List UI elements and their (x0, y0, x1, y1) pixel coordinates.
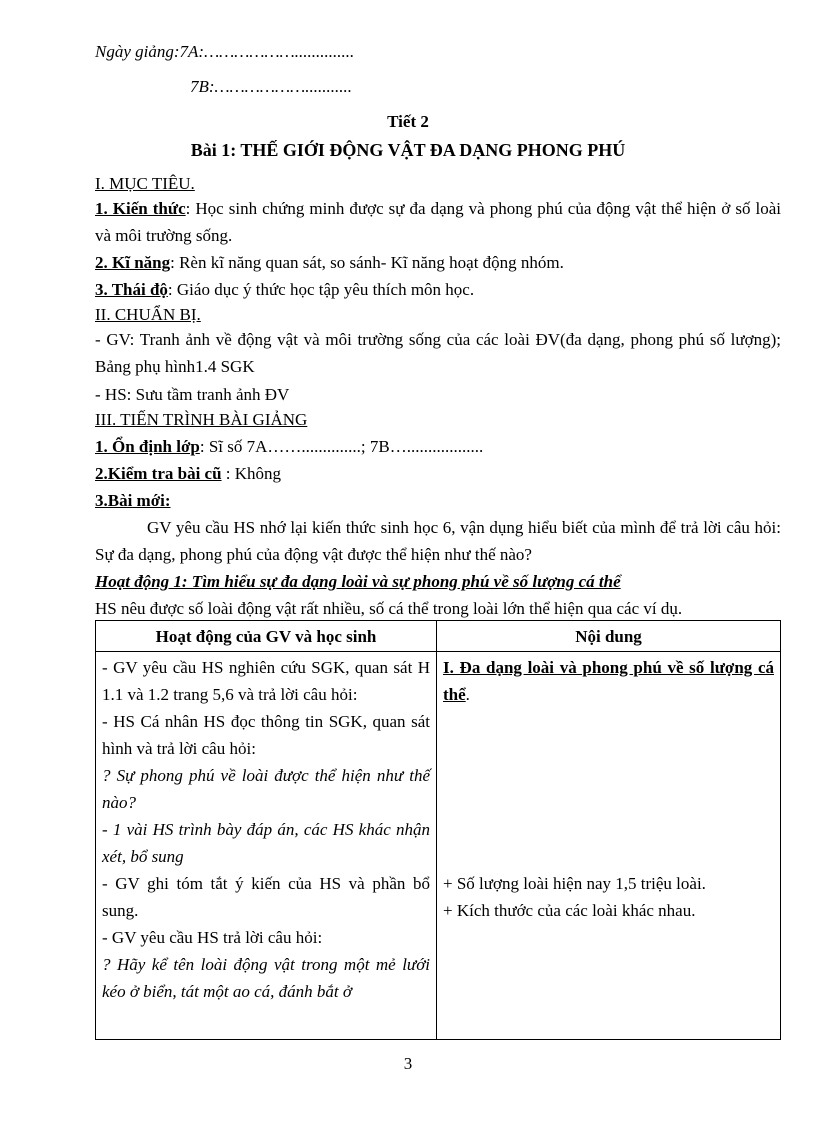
table-header-row (96, 621, 781, 652)
objectives-heading: I. MỤC TIÊU. (95, 174, 195, 193)
knowledge-paragraph (95, 195, 781, 249)
activity-question: ? Sự phong phú về loài được thể hiện như thế nào? (102, 766, 430, 812)
skill-label: 2. Kĩ năng (95, 253, 171, 272)
check-text: : Không (221, 464, 282, 483)
new-lesson-label: 3.Bài mới: (95, 491, 171, 510)
content-item: + Kích thước của các loài khác nhau. (443, 901, 696, 920)
content-heading-dot: . (465, 685, 470, 704)
activity-1-title: Hoạt động 1: Tìm hiểu sự đa dạng loài và sự phong phú về số lượng cá thể (95, 572, 621, 591)
activity-step: - GV ghi tóm tắt ý kiến của HS và phần bổ sung. (102, 874, 430, 920)
activity-step: - GV yêu cầu HS trả lời câu hỏi: (102, 928, 323, 947)
page-number: 3 (403, 1054, 413, 1073)
content-heading-text: I. Đa dạng loài và phong phú về số lượng cá thể (443, 658, 774, 704)
skill-text: : Rèn kĩ năng quan sát, so sánh- Kĩ năng hoạt động nhóm. (170, 253, 564, 272)
col-header-activities: Hoạt động của GV và học sinh (96, 621, 437, 652)
class-stabilization (95, 436, 483, 458)
knowledge-text: : Học sinh chứng minh được sự đa dạng và phong phú của động vật thể hiện ở số loài và môi trường sống. (95, 199, 781, 245)
preparation-heading: II. CHUẨN BỊ. (95, 305, 201, 324)
content-item: + Số lượng loài hiện nay 1,5 triệu loài. (443, 874, 706, 893)
attitude-label: 3. Thái độ (95, 280, 168, 299)
activity-step: - 1 vài HS trình bày đáp án, các HS khác nhận xét, bổ sung (102, 820, 430, 866)
lesson-title: Bài 1: THẾ GIỚI ĐỘNG VẬT ĐA DẠNG PHONG PHÚ (190, 140, 626, 160)
preparation-gv: - GV: Tranh ảnh về động vật và môi trường sống của các loài ĐV(đa dạng, phong phú số lượng); Bảng phụ hình1.4 SGK (95, 330, 781, 376)
skill-paragraph (95, 252, 564, 274)
activity-table (95, 620, 781, 1040)
activity-step: - GV yêu cầu HS nghiên cứu SGK, quan sát H 1.1 và 1.2 trang 5,6 và trả lời câu hỏi: (102, 658, 430, 704)
knowledge-label: 1. Kiến thức (95, 199, 186, 218)
activities-cell (96, 652, 437, 1040)
procedure-heading: III. TIẾN TRÌNH BÀI GIẢNG (95, 410, 308, 429)
homework-check (95, 463, 281, 485)
teaching-date-7b: 7B:………………........... (190, 77, 352, 96)
attitude-text: : Giáo dục ý thức học tập yêu thích môn học. (167, 280, 475, 299)
check-label: 2.Kiểm tra bài cũ (95, 464, 222, 483)
activity-step: - HS Cá nhân HS đọc thông tin SGK, quan sát hình và trả lời câu hỏi: (102, 712, 430, 758)
content-cell (437, 652, 781, 1040)
preparation-hs: - HS: Sưu tầm tranh ảnh ĐV (95, 385, 290, 404)
activity-1-goal: HS nêu được số loài động vật rất nhiều, số cá thể trong loài lớn thể hiện qua các ví dụ. (95, 599, 683, 618)
table-row (96, 652, 781, 1040)
content-spacer (443, 708, 774, 870)
content-heading (443, 654, 774, 708)
activity-question: ? Hãy kể tên loài động vật trong một mẻ lưới kéo ở biển, tát một ao cá, đánh bắt ở (102, 955, 430, 1001)
lesson-number: Tiết 2 (387, 112, 429, 131)
lesson-intro: GV yêu cầu HS nhớ lại kiến thức sinh học 6, vận dụng hiểu biết của mình để trả lời câu hỏi: Sự đa dạng, phong phú của động vật được thể hiện như thế nào? (95, 518, 781, 564)
col-header-content: Nội dung (437, 621, 781, 652)
teaching-date-7a: Ngày giảng:7A:……………….............. (95, 42, 355, 61)
attitude-paragraph (95, 279, 474, 301)
stable-label: 1. Ổn định lớp (95, 437, 200, 456)
stable-text: : Sĩ số 7A……..............; 7B….................. (199, 437, 484, 456)
